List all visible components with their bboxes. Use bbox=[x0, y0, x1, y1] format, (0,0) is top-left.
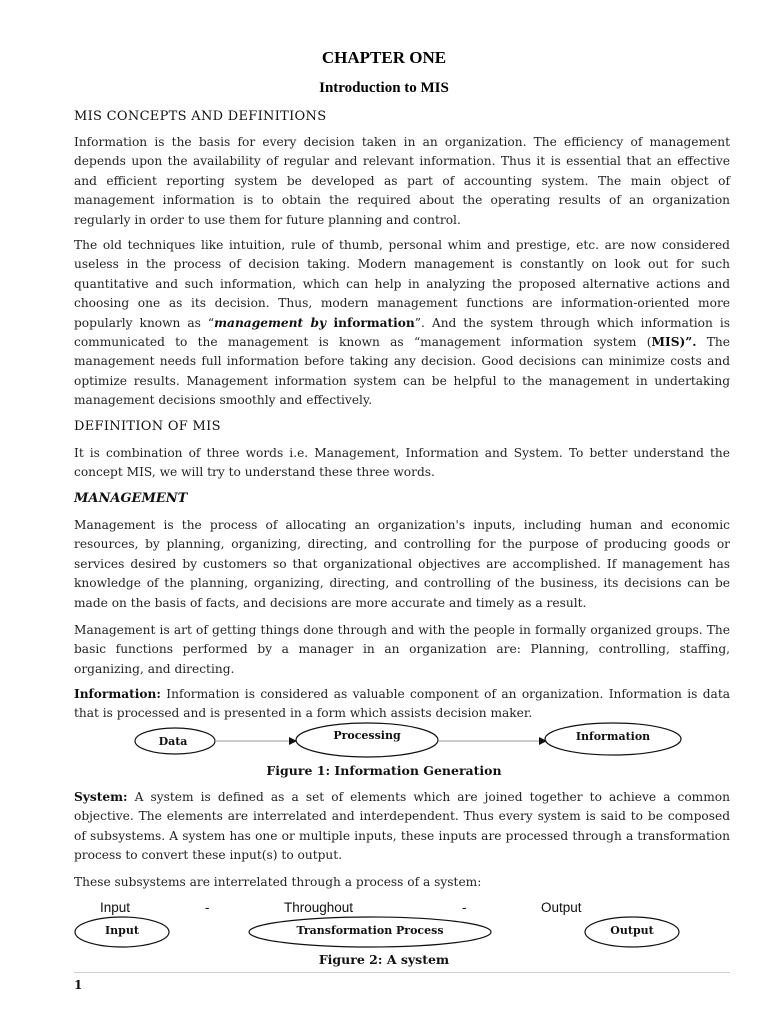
node-information-label: Information bbox=[575, 730, 651, 743]
para-text: The old techniques like intuition, rule of thumb, personal whim and prestige, etc. are now considered useless in the process of decision taking. Modern management is constantly on look out for such quantitative and such information, which can help in analyzing the proposed alternative actions and choosing one as its decision. Thus, modern management functions are information-oriented more popularly known as “ bbox=[74, 238, 730, 330]
paragraph-management-art: Management is art of getting things done through and with the people in formally organized groups. The basic functions performed by a manager in an organization are: Planning, controlling, staffing, organizing, and directing. bbox=[74, 623, 730, 676]
paragraph-definition: It is combination of three words i.e. Management, Information and System. To better understand the concept MIS, we will try to understand these three words. bbox=[74, 446, 730, 480]
label-output: Output bbox=[541, 900, 582, 915]
emphasis-management-by: management by bbox=[214, 315, 327, 330]
section-heading-mis-concepts: MIS CONCEPTS AND DEFINITIONS bbox=[74, 109, 327, 124]
node-transformation-label: Transformation Process bbox=[296, 924, 444, 937]
paragraph-information bbox=[74, 685, 730, 724]
para-text: ”. And the system through which information is communicated to the management is known as “management information system ( bbox=[74, 315, 730, 350]
figure1-caption: Figure 1: Information Generation bbox=[266, 763, 502, 778]
footer-divider bbox=[74, 972, 730, 973]
para-text: The management needs full information before taking any decision. Good decisions can minimize costs and optimize results. Management information system can be helpful to the management in undertaking management decisions smoothly and effectively. bbox=[74, 335, 730, 408]
section-heading-management: MANAGEMENT bbox=[74, 491, 188, 506]
para-text: Information is considered as valuable component of an organization. Information is data that is processed and is presented in a form which assists decision maker. bbox=[74, 687, 730, 721]
node-input-label: Input bbox=[105, 924, 139, 937]
label-dash-1: - bbox=[205, 900, 210, 915]
label-throughout: Throughout bbox=[284, 900, 354, 915]
label-dash-2: - bbox=[462, 900, 467, 915]
system-label: System: bbox=[74, 790, 128, 804]
information-label: Information: bbox=[74, 687, 161, 701]
figure-information-generation-diagram bbox=[0, 722, 768, 762]
node-output-label: Output bbox=[610, 924, 654, 937]
node-data-label: Data bbox=[158, 735, 188, 748]
paragraph-information-basis: Information is the basis for every decision taken in an organization. The efficiency of management depends upon the availability of regular and relevant information. Thus it is essential that an effective and efficient reporting system be developed as part of accounting system. The main object of management information is to obtain the required about the operating results of an organization regularly in order to use them for future planning and control. bbox=[74, 135, 730, 227]
chapter-title: CHAPTER ONE bbox=[321, 48, 447, 67]
paragraph-system bbox=[74, 788, 730, 866]
figure-system-diagram bbox=[0, 914, 768, 950]
chapter-subtitle: Introduction to MIS bbox=[319, 80, 449, 96]
para-text: A system is defined as a set of elements which are joined together to achieve a common objective. The elements are interrelated and interdependent. Thus every system is said to be composed of subsystems. A system has one or multiple inputs, these inputs are processed through a transformation process to convert these input(s) to output. bbox=[74, 790, 730, 863]
paragraph-subsystems: These subsystems are interrelated through a process of a system: bbox=[74, 875, 482, 889]
label-input: Input bbox=[100, 900, 131, 915]
emphasis-information: information bbox=[326, 315, 415, 330]
page-number: 1 bbox=[74, 978, 83, 992]
section-heading-definition-of-mis: DEFINITION OF MIS bbox=[74, 419, 221, 434]
paragraph-old-techniques bbox=[74, 236, 730, 411]
paragraph-management-process: Management is the process of allocating an organization's inputs, including human and economic resources, by planning, organizing, directing, and controlling for the purpose of producing goods or services desired by customers so that organizational objectives are accomplished. If management has knowledge of the planning, organizing, directing, and controlling of the business, its decisions can be made on the basis of facts, and decisions are more accurate and timely as a result. bbox=[74, 518, 730, 610]
node-processing-label: Processing bbox=[333, 729, 401, 742]
emphasis-mis: MIS)”. bbox=[651, 335, 697, 350]
figure2-caption: Figure 2: A system bbox=[318, 952, 450, 967]
